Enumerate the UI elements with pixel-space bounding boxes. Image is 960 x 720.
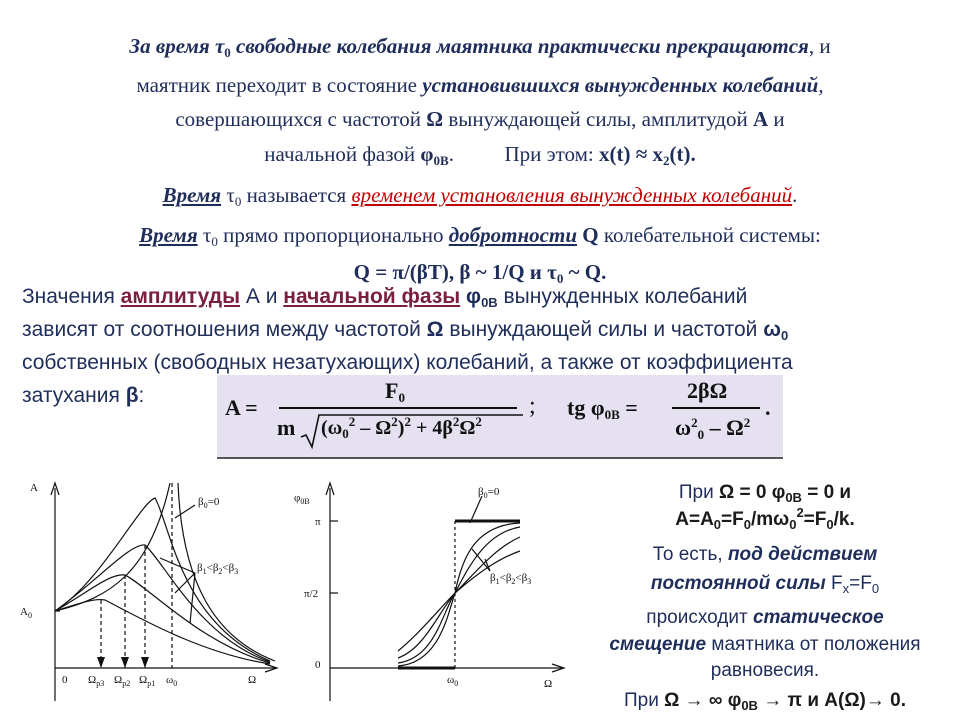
formula-separator: ; [529, 393, 536, 419]
amplitude-a0-label: $A_0$ [20, 606, 32, 620]
amplitude-xlabel-p2: $\Omega_{p2}$ [114, 674, 131, 688]
amplitude-arrow-p2 [121, 657, 129, 668]
amplitude-xlabel-p1: $\Omega_{p1}$ [139, 674, 156, 688]
para2-line-1: Значения амплитуды А и начальной фазы $\varphi_{0B}$ вынужденных колебаний [22, 285, 748, 310]
para2-line-4: затухания β: [22, 384, 145, 407]
amplitude-curve-beta4 [55, 600, 270, 664]
amplitude-beta-relation-label: $\beta_1<\beta_2<\beta_3$ [197, 562, 239, 576]
amplitude-arrow-p3 [97, 657, 105, 668]
intro-line-1: За время $\tau_0$ свободные колебания маятника практически прекращаются, и [129, 34, 831, 60]
phase-x-end-label: Ω [544, 678, 553, 690]
phase-graph [290, 463, 572, 718]
phase-dot: . [765, 395, 771, 420]
phase-curve-beta1 [398, 523, 520, 666]
amplitude-arrow-p1 [141, 657, 149, 668]
right-line-7: равновесия. [710, 660, 820, 681]
right-line-2: $A=A_0=F_0/m\omega_0^2=F_0/k$. [675, 505, 855, 532]
amplitude-fraction-bar [279, 407, 517, 409]
amplitude-curve-beta3 [55, 575, 270, 663]
phase-lhs: tg $\varphi_{0B}$ = [567, 395, 638, 422]
right-line-6: смещение маятника от положения [609, 634, 921, 655]
phase-beta-relation-label: $\beta_1<\beta_2<\beta_3$ [490, 572, 532, 586]
intro-line-7: Q = π/(βT), β ~ 1/Q и $\tau_0$ ~ Q. [353, 260, 607, 286]
intro-line-6: Время $\tau_0$ прямо пропорционально добротности Q колебательной системы: [139, 223, 821, 249]
phase-pi-label: π [315, 516, 321, 528]
right-line-3: То есть, под действием [652, 544, 878, 565]
amplitude-beta-pointer-3 [190, 573, 195, 623]
phase-beta0-label: $\beta_0=0$ [478, 486, 500, 500]
amplitude-radicand: $(\omega_0^2 - \Omega^2)^2 + 4\beta^2\Omega^2$ [321, 414, 482, 441]
phase-y-label: $\varphi_{0B}$ [294, 492, 310, 506]
amplitude-beta0-pointer [175, 505, 195, 518]
phase-fraction-bar [672, 407, 760, 409]
amplitude-curve-beta0-left [55, 483, 170, 611]
intro-line-5: Время $\tau_0$ называется временем установления вынужденных колебаний. [162, 183, 798, 209]
intro-line-2: маятник переходит в состояние установившихся вынужденных колебаний, [136, 73, 824, 97]
phase-curve-beta4 [398, 551, 520, 651]
right-line-5: происходит статическое [646, 607, 884, 628]
amplitude-y-label: A [30, 482, 38, 494]
right-line-8: При Ω → ∞ $\varphi_{0B} \to \pi$ и A(Ω)→ 0. [623, 690, 907, 713]
phase-denominator: $\omega^2_0 - \Omega^2$ [675, 415, 751, 442]
amplitude-curve-beta2 [55, 545, 270, 662]
phase-pi2-label: π/2 [304, 588, 319, 600]
amplitude-origin-label: 0 [62, 674, 68, 686]
amplitude-xlabel-p3: $\Omega_{p3}$ [88, 674, 105, 688]
intro-line-3: совершающихся с частотой Ω вынуждающей силы, амплитудой A и [175, 107, 785, 131]
amplitude-beta0-label: $\beta_0=0$ [198, 496, 220, 510]
phase-beta0-pointer [470, 496, 482, 523]
para2-line-2: зависят от соотношения между частотой Ω вынуждающей силы и частотой $\omega_0$ [22, 318, 789, 343]
amplitude-denominator: m [277, 415, 296, 440]
right-line-4: постоянной силы $F_x=F_0$ [650, 573, 880, 596]
phase-w0-label: $\omega_0$ [447, 674, 459, 688]
phase-numerator: 2βΩ [687, 378, 728, 403]
formula-band [217, 375, 783, 459]
amplitude-numerator: $F_0$ [385, 378, 405, 405]
amplitude-xlabel-w0: $\omega_0$ [166, 674, 178, 688]
amplitude-x-end-label: Ω [248, 674, 257, 686]
para2-line-3: собственных (свободных незатухающих) колебаний, а также от коэффициента [22, 351, 793, 374]
phase-curve-beta3 [398, 537, 520, 658]
right-line-1: При Ω = 0 $\varphi_{0B} = 0$ и [678, 482, 852, 505]
amplitude-graph [0, 463, 300, 718]
amplitude-lhs: A = [225, 395, 258, 420]
intro-line-4: начальной фазой $\varphi_{0B}$. При этом: $x(t) \approx x_2(t)$. [264, 142, 696, 168]
amplitude-curve-beta1 [55, 498, 270, 661]
phase-origin-label: 0 [315, 659, 321, 671]
